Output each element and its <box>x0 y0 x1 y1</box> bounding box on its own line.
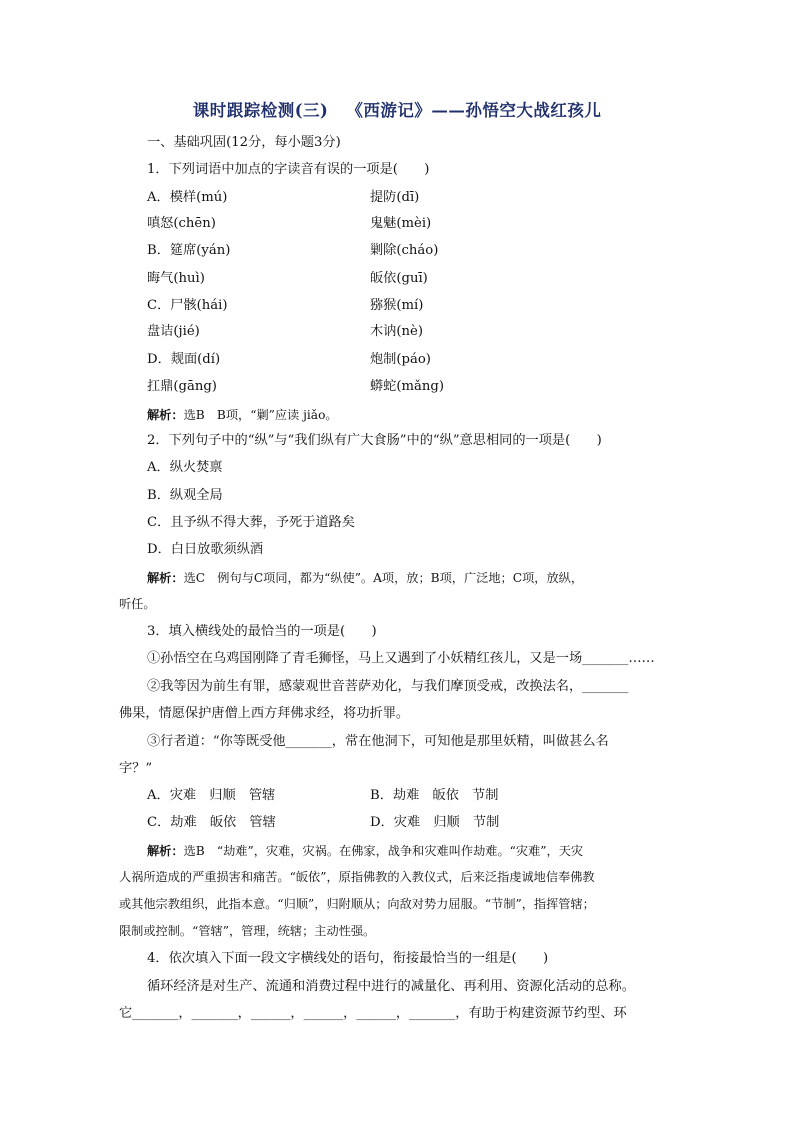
q2-option-b: B．纵观全局 <box>147 488 223 503</box>
analysis-label: 解析： <box>147 844 184 858</box>
q2-analysis-cont: 听任。 <box>119 597 156 611</box>
q4-passage-2: 它_______，_______，______，______，______，_______，有助于构建资源节约型、环 <box>119 1006 627 1021</box>
q3-analysis-cont-2: 或其他宗教组织，此指本意。“归顺”，归附顺从；向敌对势力屈服。“节制”，指挥管辖； <box>119 897 595 911</box>
title-main: 《西游记》——孙悟空大战红孩儿 <box>346 101 602 120</box>
analysis-label: 解析： <box>147 408 184 422</box>
q3-passage-1: ①孙悟空在乌鸡国刚降了青毛狮怪，马上又遇到了小妖精红孩儿，又是一场_______…… <box>147 651 655 666</box>
q3-option-d: D．灾难 归顺 节制 <box>370 815 500 830</box>
q1-analysis <box>147 406 338 424</box>
q1-option-b-1: B．筵席(yán) <box>147 243 231 258</box>
q1-option-d-2: 炮制(páo) <box>370 352 431 367</box>
q3-analysis <box>147 842 583 860</box>
q3-option-c: C．劫难 皈依 管辖 <box>147 815 276 830</box>
q1-option-c-1: C．尸骸(hái) <box>147 298 228 313</box>
question-2-stem: 2．下列句子中的“纵”与“我们纵有广大食肠”中的“纵”意思相同的一项是( ) <box>147 433 602 448</box>
question-3-stem: 3．填入横线处的最恰当的一项是( ) <box>147 624 377 639</box>
analysis-text: 选B B项，“剿”应读 jiǎo。 <box>183 408 338 422</box>
page-title <box>0 97 794 121</box>
q1-option-c-3: 盘诘(jié) <box>147 324 200 339</box>
q3-analysis-cont-3: 限制或控制。“管辖”，管理，统辖；主动性强。 <box>119 924 376 938</box>
section-heading: 一、基础巩固(12分，每小题3分) <box>147 135 341 150</box>
q2-option-c: C．且予纵不得大葬，予死于道路矣 <box>147 515 355 530</box>
analysis-text: 选C 例句与C项同，都为“纵使”。A项，放；B项，广泛地；C项，放纵， <box>183 571 584 585</box>
q1-option-a-4: 鬼魅(mèi) <box>370 216 432 231</box>
q1-option-b-3: 晦气(huì) <box>147 271 205 286</box>
q2-option-a: A．纵火焚禀 <box>147 460 223 475</box>
q3-passage-3: ③行者道：“你等既受他_______，常在他洞下，可知他是那里妖精，叫做甚么名 <box>147 734 609 749</box>
question-1-stem: 1．下列词语中加点的字读音有误的一项是( ) <box>147 162 430 177</box>
q1-option-c-4: 木讷(nè) <box>370 324 423 339</box>
q1-option-d-3: 扛鼎(gāng) <box>147 379 217 394</box>
q1-option-b-4: 皈依(guī) <box>370 271 428 286</box>
q1-option-a-1: A．模样(mú) <box>147 190 228 205</box>
q2-analysis <box>147 569 583 587</box>
q3-option-a: A．灾难 归顺 管辖 <box>147 788 276 803</box>
q3-option-b: B．劫难 皈依 节制 <box>370 788 499 803</box>
q1-option-d-1: D．觌面(dí) <box>147 352 221 367</box>
analysis-text: 选B “劫难”，灾难，灾祸。在佛家，战争和灾难叫作劫难。“灾难”，天灾 <box>183 844 584 858</box>
q3-passage-2-cont: 佛果，情愿保护唐僧上西方拜佛求经，将功折罪。 <box>119 706 410 721</box>
q4-passage-1: 循环经济是对生产、流通和消费过程中进行的减量化、再利用、资源化活动的总称。 <box>147 979 635 994</box>
title-series: 课时跟踪检测(三) <box>192 101 329 120</box>
q1-option-c-2: 猕猴(mí) <box>370 298 424 313</box>
analysis-label: 解析： <box>147 571 184 585</box>
q1-option-a-3: 嗔怒(chēn) <box>147 216 216 231</box>
q3-passage-3-cont: 字？” <box>119 761 153 776</box>
question-4-stem: 4．依次填入下面一段文字横线处的语句，衔接最恰当的一组是( ) <box>147 951 549 966</box>
q1-option-d-4: 蟒蛇(mǎng) <box>370 379 444 394</box>
q1-option-b-2: 剿除(cháo) <box>370 243 439 258</box>
q1-option-a-2: 提防(dī) <box>370 190 420 205</box>
q3-analysis-cont-1: 人祸所造成的严重损害和痛苦。“皈依”，原指佛教的入教仪式，后来泛指虔诚地信奉佛教 <box>119 870 595 884</box>
q2-option-d: D．白日放歌须纵酒 <box>147 542 264 557</box>
q3-passage-2: ②我等因为前生有罪，感蒙观世音菩萨劝化，与我们摩顶受戒，改换法名，_______ <box>147 679 629 694</box>
